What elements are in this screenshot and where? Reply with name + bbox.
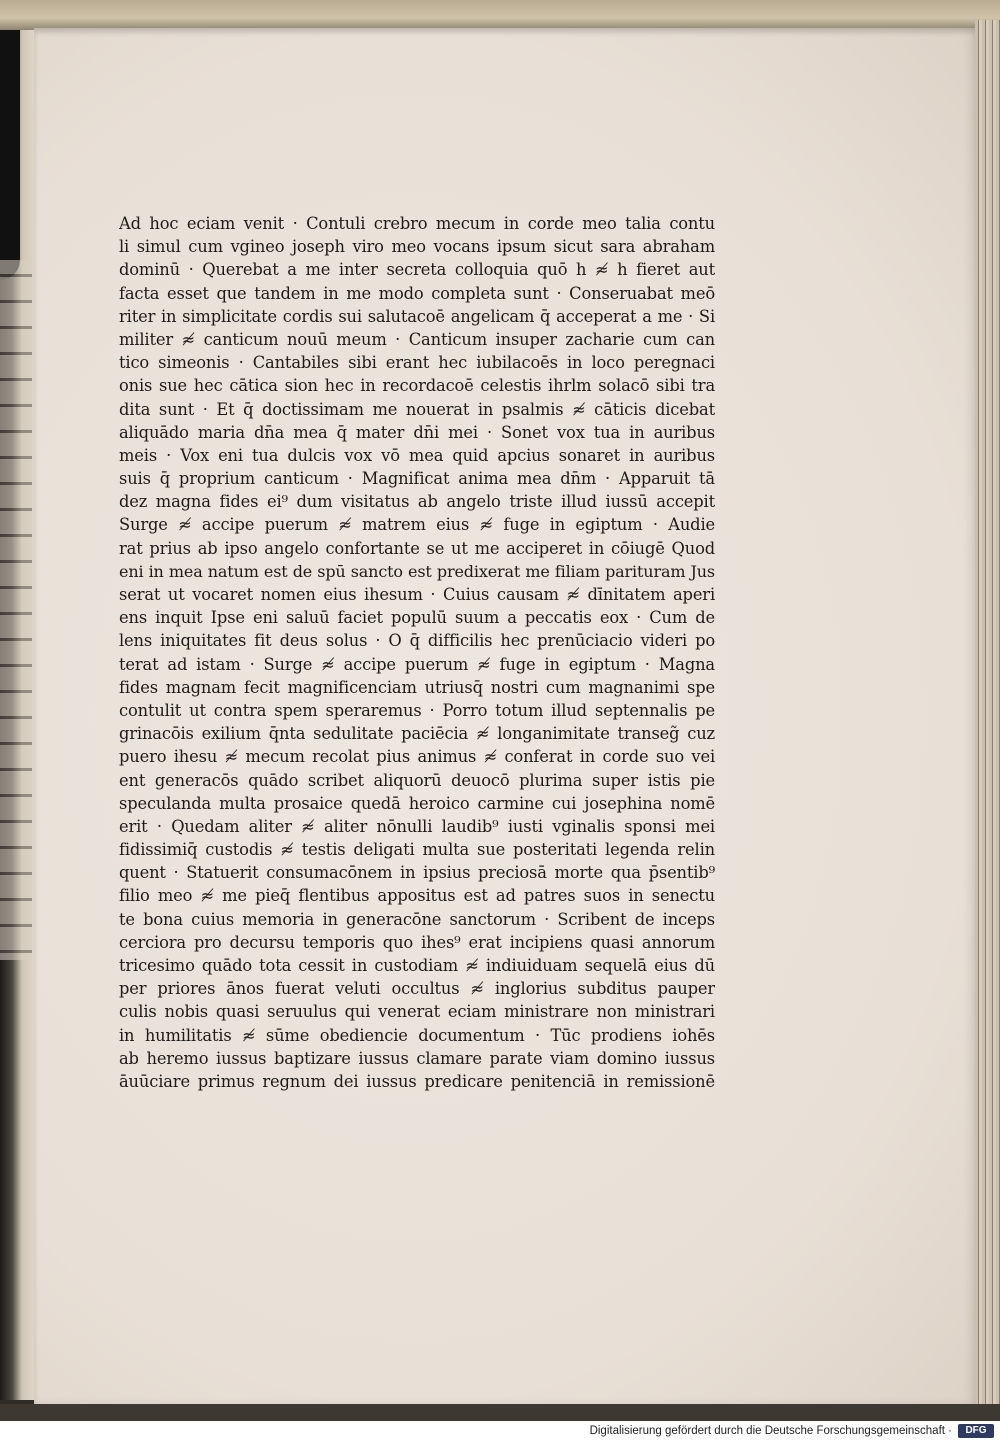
text-line: facta esset que tandem in me modo completa sunt · Conseruabat meō [119, 283, 715, 303]
text-line: onis sue hec cātica sion hec in recordacoē celestis ihrlm solacō sibi tra [119, 376, 715, 396]
binding-shadow [0, 30, 20, 280]
text-line: in humilitatis ≉ sūme obediencie documentum · Tūc prodiens iohēs [119, 1025, 715, 1045]
text-line: dez magna fides ei⁹ dum visitatus ab angelo triste illud iussū accepit [119, 492, 715, 512]
text-line: tico simeonis · Cantabiles sibi erant hec iubilacoēs in loco peregnaci [119, 353, 715, 373]
text-line: culis nobis quasi seruulus qui venerat eciam ministrare non ministrari [119, 1002, 715, 1022]
text-line: riter in simplicitate cordis sui salutacoē angelicam q̄ acceperat a me · Si [119, 306, 715, 326]
text-line: dominū · Querebat a me inter secreta colloquia quō h ≉ h fieret aut [119, 260, 715, 280]
previous-page-text-fragment [0, 260, 32, 960]
text-line: cerciora pro decursu temporis quo ihes⁹ erat incipiens quasi annorum [119, 932, 715, 952]
credit-bar [0, 1421, 1000, 1441]
text-line: te bona cuius memoria in generacōne sanctorum · Scribent de inceps [119, 909, 715, 929]
text-line: meis · Vox eni tua dulcis vox vō mea quid apcius sonaret in auribus [119, 445, 715, 465]
incunable-text-block [119, 212, 715, 1093]
text-line: tricesimo quādo tota cessit in custodiam ≉ indiuiduam sequelā eius dū [119, 956, 715, 975]
text-line: puero ihesu ≉ mecum recolat pius animus ≉ conferat in corde suo vei [119, 747, 715, 767]
text-line: Ad hoc eciam venit · Contuli crebro mecum in corde meo talia contu [119, 214, 715, 233]
text-line: ent generacōs quādo scribet aliquorū deuocō plurima super istis pie [119, 770, 715, 790]
funding-credit: Digitalisierung gefördert durch die Deutsche Forschungsgemeinschaft · [589, 1425, 952, 1437]
text-line: ab heremo iussus baptizare iussus clamare parate viam domino iussus [119, 1048, 715, 1068]
text-line: speculanda multa prosaice quedā heroico carmine cui josephina nomē [119, 793, 715, 813]
text-line: rat prius ab ipso angelo confortante se ut me acciperet in cōiugē Quod [119, 538, 715, 558]
text-line: lens iniquitates fit deus solus · O q̄ difficilis hec prenūciacio videri po [119, 631, 715, 651]
text-line: contulit ut contra spem speraremus · Porro totum illud septennalis pe [119, 700, 715, 720]
text-line: eni in mea natum est de spū sancto est predixerat me filiam parituram Jus [119, 561, 715, 581]
text-line: Surge ≉ accipe puerum ≉ matrem eius ≉ fuge in egiptum · Audie [119, 515, 715, 535]
text-line: filio meo ≉ me pieq̄ flentibus appositus est ad patres suos in senectu [119, 886, 715, 906]
text-line: serat ut vocaret nomen eius ihesum · Cuius causam ≉ dīnitatem aperi [119, 585, 715, 604]
text-line: dita sunt · Et q̄ doctissimam me nouerat in psalmis ≉ cāticis dicebat [119, 399, 715, 419]
text-line: militer ≉ canticum nouū meum · Canticum insuper zacharie cum can [119, 329, 715, 349]
text-line: li simul cum vgineo joseph viro meo vocans ipsum sicut sara abraham [119, 237, 715, 257]
page-stack-edge [975, 20, 1000, 1410]
text-line: per priores ānos fuerat veluti occultus ≉ inglorius subditus pauper [119, 979, 715, 999]
text-line: fides magnam fecit magnificenciam utriusq̄ nostri cum magnanimi spe [119, 677, 715, 697]
text-line: grinacōis exilium q̄nta sedulitate paciēcia ≉ longanimitate transeg̃ cuz [119, 724, 715, 744]
text-line: terat ad istam · Surge ≉ accipe puerum ≉ fuge in egiptum · Magna [119, 654, 715, 674]
text-line: aliquādo maria dn̄a mea q̄ mater dn̄i mei · Sonet vox tua in auribus [119, 422, 715, 442]
text-line: āuūciare primus regnum dei iussus predicare penitenciā in remissionē [119, 1071, 715, 1091]
bottom-binding-board [0, 1404, 1000, 1421]
text-line: ens inquit Ipse eni saluū faciet populū suum a peccatis eox · Cum de [119, 608, 715, 628]
text-line: fidissimiq̄ custodis ≉ testis deligati multa sue posteritati legenda relin [119, 840, 715, 860]
top-binding-board [0, 0, 1000, 30]
dfg-logo: DFG [958, 1424, 994, 1438]
text-line: erit · Quedam aliter ≉ aliter nōnulli laudib⁹ iusti vginalis sponsi mei [119, 816, 715, 836]
text-line: suis q̄ proprium canticum · Magnificat anima mea dn̄m · Apparuit tā [119, 469, 715, 489]
text-line: quent · Statuerit consumacōnem in ipsius preciosā morte qua p̄sentib⁹ [119, 863, 715, 883]
